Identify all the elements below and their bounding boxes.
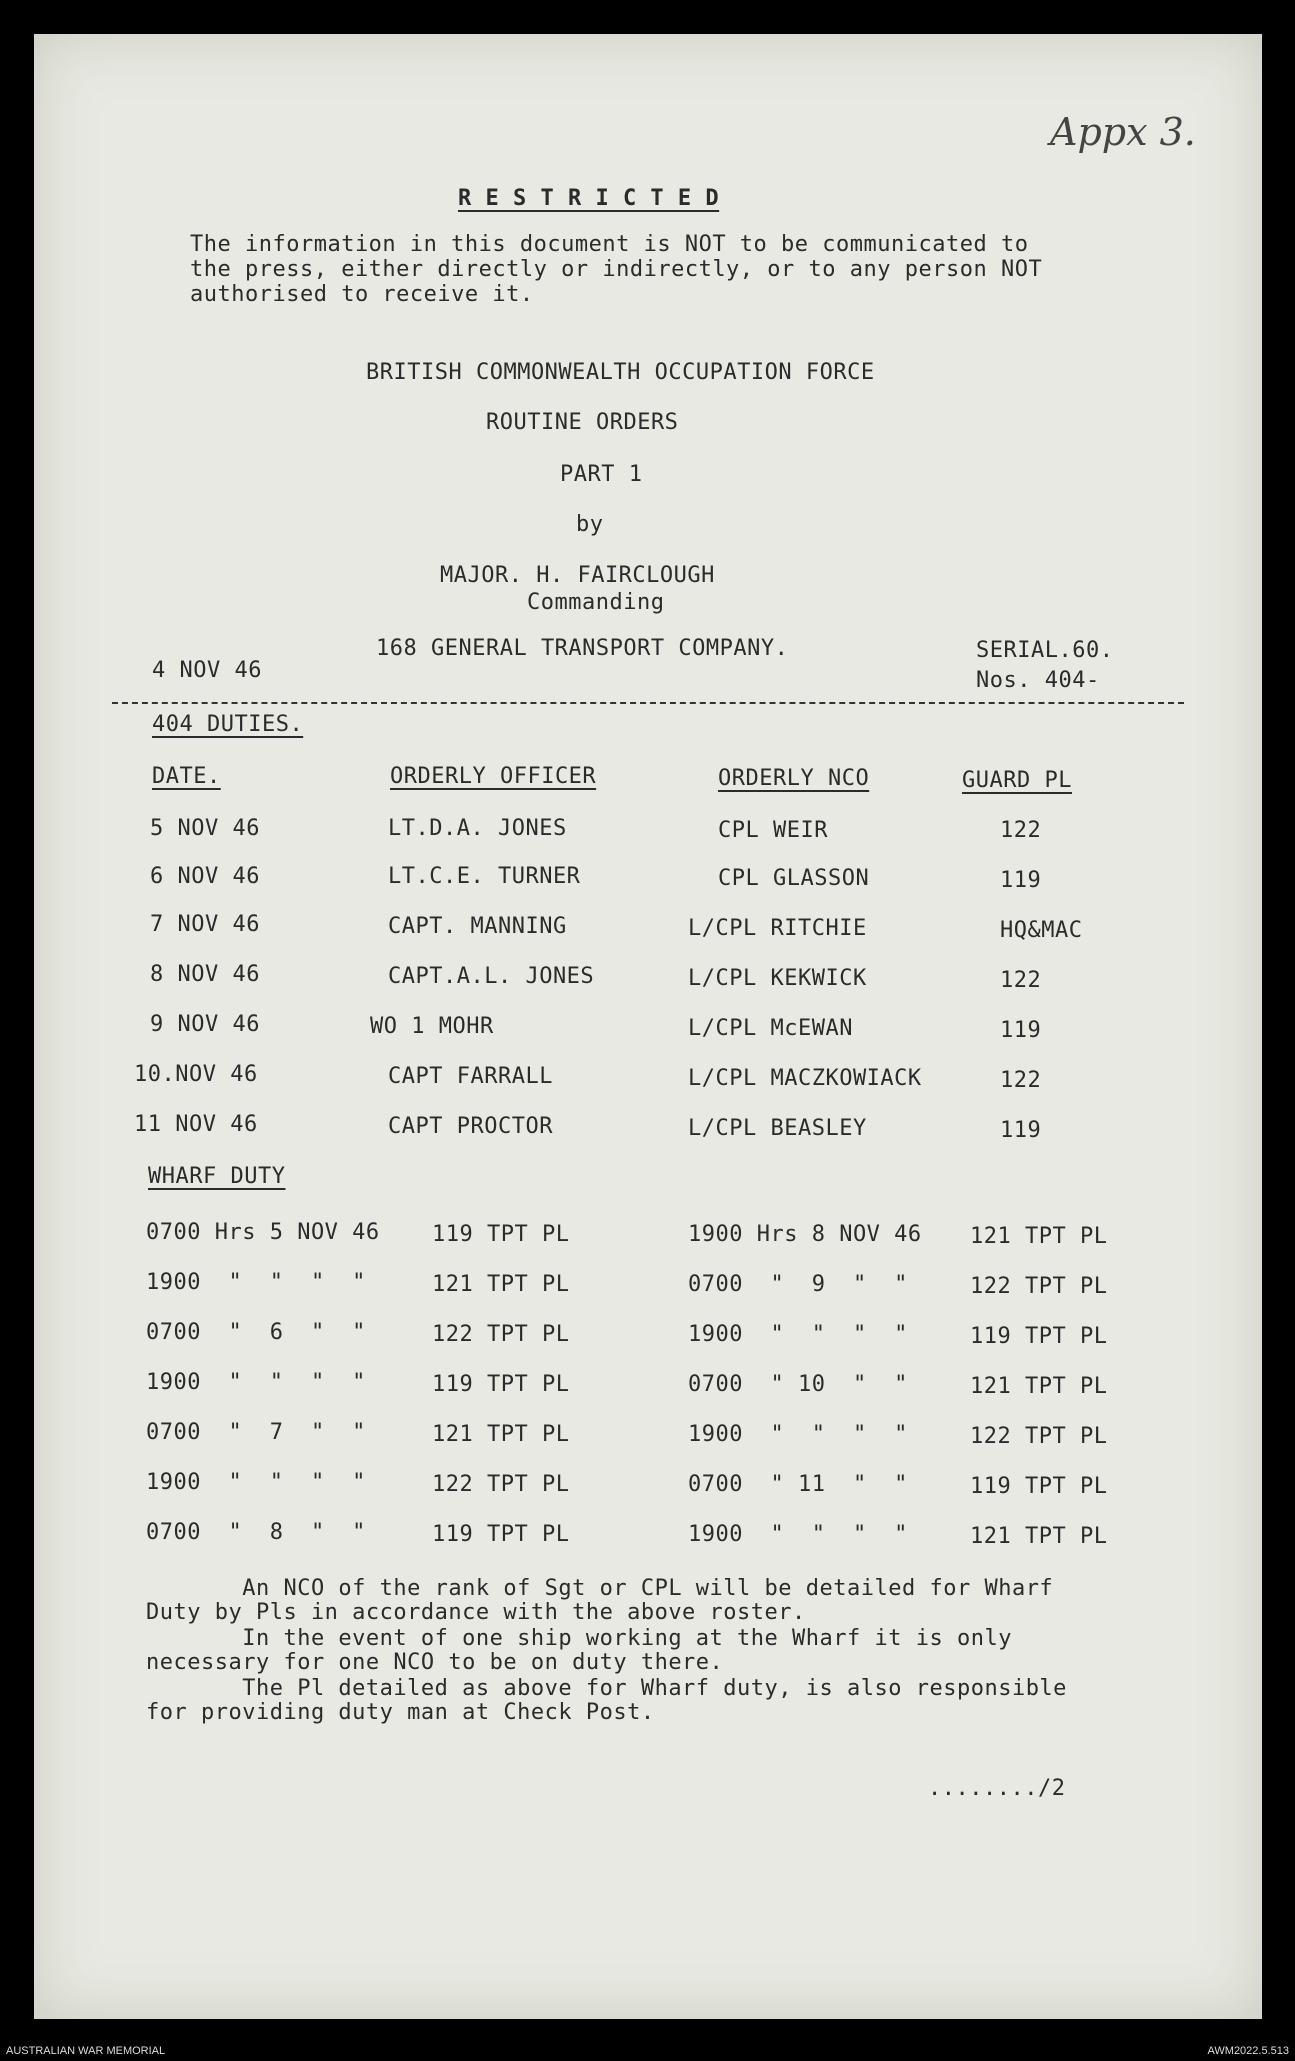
wharf-right-time: 0700 " 11 " " — [688, 1472, 908, 1497]
row-date: 5 NOV 46 — [150, 816, 260, 841]
wharf-right-time: 1900 Hrs 8 NOV 46 — [688, 1222, 922, 1247]
wharf-left-time: 1900 " " " " — [146, 1370, 366, 1395]
wharf-left-platoon: 121 TPT PL — [432, 1422, 570, 1447]
order-numbers: Nos. 404- — [976, 668, 1100, 693]
row-date: 8 NOV 46 — [150, 962, 260, 987]
row-officer: LT.D.A. JONES — [388, 816, 567, 841]
archive-credit: AUSTRALIAN WAR MEMORIAL — [6, 2045, 166, 2057]
continuation-marker: ......../2 — [928, 1776, 1066, 1801]
restricted-heading: R E S T R I C T E D — [458, 186, 720, 211]
separator-line — [112, 702, 1184, 704]
by-label: by — [576, 512, 604, 537]
row-officer: WO 1 MOHR — [370, 1014, 494, 1039]
row-date: 7 NOV 46 — [150, 912, 260, 937]
notice-line-2: the press, either directly or indirectly, or to any person NOT — [190, 257, 1043, 282]
row-guard: 122 — [1000, 818, 1042, 843]
note-line: necessary for one NCO to be on duty there. — [146, 1650, 724, 1675]
corner-annotation: Appx 3. — [1050, 110, 1196, 154]
row-nco: CPL GLASSON — [718, 866, 870, 891]
company-name: 168 GENERAL TRANSPORT COMPANY. — [376, 636, 789, 661]
note-line: In the event of one ship working at the Wharf it is only — [146, 1626, 1012, 1651]
wharf-left-time: 0700 Hrs 5 NOV 46 — [146, 1220, 380, 1245]
archive-reference: AWM2022.5.513 — [1207, 2045, 1289, 2057]
column-guard-pl: GUARD PL — [962, 768, 1072, 793]
row-officer: CAPT. MANNING — [388, 914, 567, 939]
note-line: An NCO of the rank of Sgt or CPL will be detailed for Wharf — [146, 1576, 1054, 1601]
commanding-officer: MAJOR. H. FAIRCLOUGH — [440, 563, 715, 588]
note-line: for providing duty man at Check Post. — [146, 1700, 655, 1725]
wharf-duty-heading: WHARF DUTY — [148, 1164, 286, 1189]
duties-heading: 404 DUTIES. — [152, 712, 304, 737]
commanding-label: Commanding — [527, 590, 665, 615]
column-date: DATE. — [152, 764, 221, 789]
row-guard: 119 — [1000, 1018, 1042, 1043]
wharf-left-time: 0700 " 7 " " — [146, 1420, 366, 1445]
wharf-right-platoon: 122 TPT PL — [970, 1424, 1108, 1449]
wharf-right-time: 1900 " " " " — [688, 1322, 908, 1347]
row-nco: L/CPL KEKWICK — [688, 966, 867, 991]
wharf-left-time: 0700 " 6 " " — [146, 1320, 366, 1345]
row-guard: 119 — [1000, 868, 1042, 893]
wharf-left-platoon: 119 TPT PL — [432, 1222, 570, 1247]
row-guard: 122 — [1000, 968, 1042, 993]
notice-line-1: The information in this document is NOT to be communicated to — [190, 232, 1029, 257]
wharf-left-platoon: 122 TPT PL — [432, 1322, 570, 1347]
row-nco: L/CPL McEWAN — [688, 1016, 853, 1041]
note-line: The Pl detailed as above for Wharf duty, is also responsible — [146, 1676, 1067, 1701]
row-nco: L/CPL BEASLEY — [688, 1116, 867, 1141]
row-nco: L/CPL RITCHIE — [688, 916, 867, 941]
wharf-right-platoon: 121 TPT PL — [970, 1224, 1108, 1249]
row-officer: LT.C.E. TURNER — [388, 864, 581, 889]
wharf-right-platoon: 121 TPT PL — [970, 1524, 1108, 1549]
serial-number: SERIAL.60. — [976, 638, 1114, 663]
wharf-left-platoon: 122 TPT PL — [432, 1472, 570, 1497]
row-officer: CAPT FARRALL — [388, 1064, 553, 1089]
wharf-right-time: 0700 " 9 " " — [688, 1272, 908, 1297]
part-title: PART 1 — [560, 462, 643, 487]
row-nco: L/CPL MACZKOWIACK — [688, 1066, 922, 1091]
wharf-left-platoon: 121 TPT PL — [432, 1272, 570, 1297]
row-date: 10.NOV 46 — [134, 1062, 258, 1087]
row-guard: 122 — [1000, 1068, 1042, 1093]
wharf-left-platoon: 119 TPT PL — [432, 1522, 570, 1547]
wharf-right-platoon: 121 TPT PL — [970, 1374, 1108, 1399]
order-date: 4 NOV 46 — [152, 658, 262, 683]
row-officer: CAPT.A.L. JONES — [388, 964, 595, 989]
column-orderly-officer: ORDERLY OFFICER — [390, 764, 597, 789]
wharf-right-time: 1900 " " " " — [688, 1522, 908, 1547]
wharf-right-platoon: 119 TPT PL — [970, 1324, 1108, 1349]
row-officer: CAPT PROCTOR — [388, 1114, 553, 1139]
notice-line-3: authorised to receive it. — [190, 282, 534, 307]
wharf-right-time: 1900 " " " " — [688, 1422, 908, 1447]
row-date: 6 NOV 46 — [150, 864, 260, 889]
wharf-left-time: 0700 " 8 " " — [146, 1520, 366, 1545]
note-line: Duty by Pls in accordance with the above roster. — [146, 1600, 806, 1625]
row-guard: HQ&MAC — [1000, 918, 1083, 943]
wharf-right-time: 0700 " 10 " " — [688, 1372, 908, 1397]
column-orderly-nco: ORDERLY NCO — [718, 766, 870, 791]
row-nco: CPL WEIR — [718, 818, 828, 843]
orders-title: ROUTINE ORDERS — [486, 410, 679, 435]
row-date: 11 NOV 46 — [134, 1112, 258, 1137]
wharf-right-platoon: 122 TPT PL — [970, 1274, 1108, 1299]
wharf-left-time: 1900 " " " " — [146, 1270, 366, 1295]
wharf-left-platoon: 119 TPT PL — [432, 1372, 570, 1397]
wharf-left-time: 1900 " " " " — [146, 1470, 366, 1495]
row-date: 9 NOV 46 — [150, 1012, 260, 1037]
force-title: BRITISH COMMONWEALTH OCCUPATION FORCE — [366, 360, 875, 385]
row-guard: 119 — [1000, 1118, 1042, 1143]
wharf-right-platoon: 119 TPT PL — [970, 1474, 1108, 1499]
